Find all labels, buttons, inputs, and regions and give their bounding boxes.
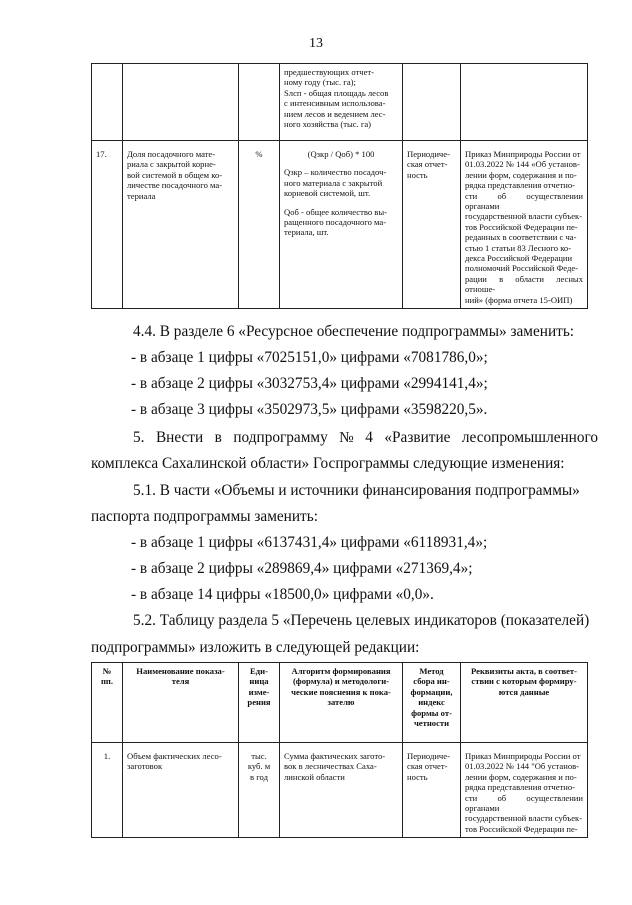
table-row	[92, 743, 588, 838]
paragraph: комплекса Сахалинской области» Госпрограммы следующие изменения:	[91, 455, 565, 472]
paragraph: 5.1. В части «Объемы и источники финансирования подпрограммы»	[133, 482, 580, 499]
algorithm-line: Qоб - общее количество вы-	[284, 206, 387, 217]
paragraph: паспорта подпрограммы заменить:	[91, 508, 318, 525]
header-act: Реквизиты акта, в соответ- ствии с которым формиру- ются данные	[461, 663, 588, 743]
cell-name	[123, 64, 239, 141]
algorithm-line: Qзкр – количество посадоч-	[284, 167, 387, 178]
cell-num	[92, 64, 123, 141]
cell-algorithm: Сумма фактических загото- вок в лесничествах Саха- линской области	[280, 743, 403, 838]
table-header-row	[92, 663, 588, 743]
algorithm-line: Sлсп - общая площадь лесов	[284, 87, 389, 98]
cell-method	[403, 64, 461, 141]
spacer	[284, 159, 398, 167]
table-row	[92, 141, 588, 309]
cell-act: Приказ Минприроды России от 01.03.2022 № 144 «Об установ- лении форм, содержания и по- рядка представления отчетно- сти об осуществлении органами государственной власти субъек- тов Российской Федерации пе- реданных в соответствии с ча- стью 1 статьи 83 Лесного ко- декса Российской Федерации полномочий Российской Феде- рации в области лесных отноше- ний» (форма отчета 15-ОИП)	[461, 141, 588, 309]
cell-unit: %	[239, 141, 280, 309]
header-algorithm: Алгоритм формирования (формула) и методологи- ческие пояснения к пока- зателю	[280, 663, 403, 743]
paragraph: - в абзаце 14 цифры «18500,0» цифрами «0,0».	[131, 586, 434, 603]
spacer	[284, 199, 398, 207]
cell-method: Периодиче- ская отчет- ность	[403, 141, 461, 309]
header-method: Метод сбора ин- формации, индекс формы от- четности	[403, 663, 461, 743]
indicator-table-continuation	[91, 63, 588, 309]
table-row	[92, 64, 588, 141]
cell-algorithm	[280, 141, 403, 309]
cell-num: 17.	[92, 141, 123, 309]
cell-name: Объем фактических лесо- заготовок	[123, 743, 239, 838]
header-unit: Еди- ница изме- рения	[239, 663, 280, 743]
header-num: № пп.	[92, 663, 123, 743]
paragraph: 5. Внести в подпрограмму № 4 «Развитие лесопромышленного	[133, 429, 599, 446]
header-name: Наименование показа- теля	[123, 663, 239, 743]
paragraph: - в абзаце 3 цифры «3502973,5» цифрами «3598220,5».	[131, 401, 488, 418]
algorithm-line: ращенного посадочного ма-	[284, 217, 387, 228]
paragraph: подпрограммы» изложить в следующей редакции:	[91, 639, 420, 656]
algorithm-line: териала, шт.	[284, 227, 329, 238]
cell-num: 1.	[92, 743, 123, 838]
cell-algorithm	[280, 64, 403, 141]
algorithm-line: корневой системой, шт.	[284, 188, 371, 199]
cell-unit	[239, 64, 280, 141]
cell-act	[461, 64, 588, 141]
algorithm-line: нием лесов и ведением лес-	[284, 108, 386, 119]
paragraph: 5.2. Таблицу раздела 5 «Перечень целевых индикаторов (показателей)	[133, 612, 590, 629]
algorithm-line: ного материала с закрытой	[284, 177, 383, 188]
indicator-table	[91, 662, 588, 838]
algorithm-line: с интенсивным использова-	[284, 98, 386, 109]
paragraph: - в абзаце 2 цифры «289869,4» цифрами «271369,4»;	[131, 560, 473, 577]
paragraph: - в абзаце 1 цифры «7025151,0» цифрами «7081786,0»;	[131, 349, 488, 366]
page-number: 13	[309, 36, 323, 51]
cell-method: Периодиче- ская отчет- ность	[403, 743, 461, 838]
formula: (Qзкр / Qоб) * 100	[307, 149, 375, 159]
cell-act: Приказ Минприроды России от 01.03.2022 № 144 "Об установ- лении форм, содержания и по- рядка представления отчетно- сти об осуществлении органами государственной власти субъек- тов Российской Федерации пе-	[461, 743, 588, 838]
paragraph: 4.4. В разделе 6 «Ресурсное обеспечение подпрограммы» заменить:	[133, 323, 575, 340]
cell-unit: тыс. куб. м в год	[239, 743, 280, 838]
paragraph: - в абзаце 2 цифры «3032753,4» цифрами «2994141,4»;	[131, 375, 488, 392]
algorithm-line: ному году (тыс. га);	[284, 77, 356, 88]
algorithm-line: ного хозяйства (тыс. га)	[284, 119, 372, 130]
paragraph: - в абзаце 1 цифры «6137431,4» цифрами «6118931,4»;	[131, 534, 488, 551]
cell-name: Доля посадочного мате- риала с закрытой корне- вой системой в общем ко- личестве посадочного ма- териала	[123, 141, 239, 309]
algorithm-line: предшествующих отчет-	[284, 67, 375, 77]
